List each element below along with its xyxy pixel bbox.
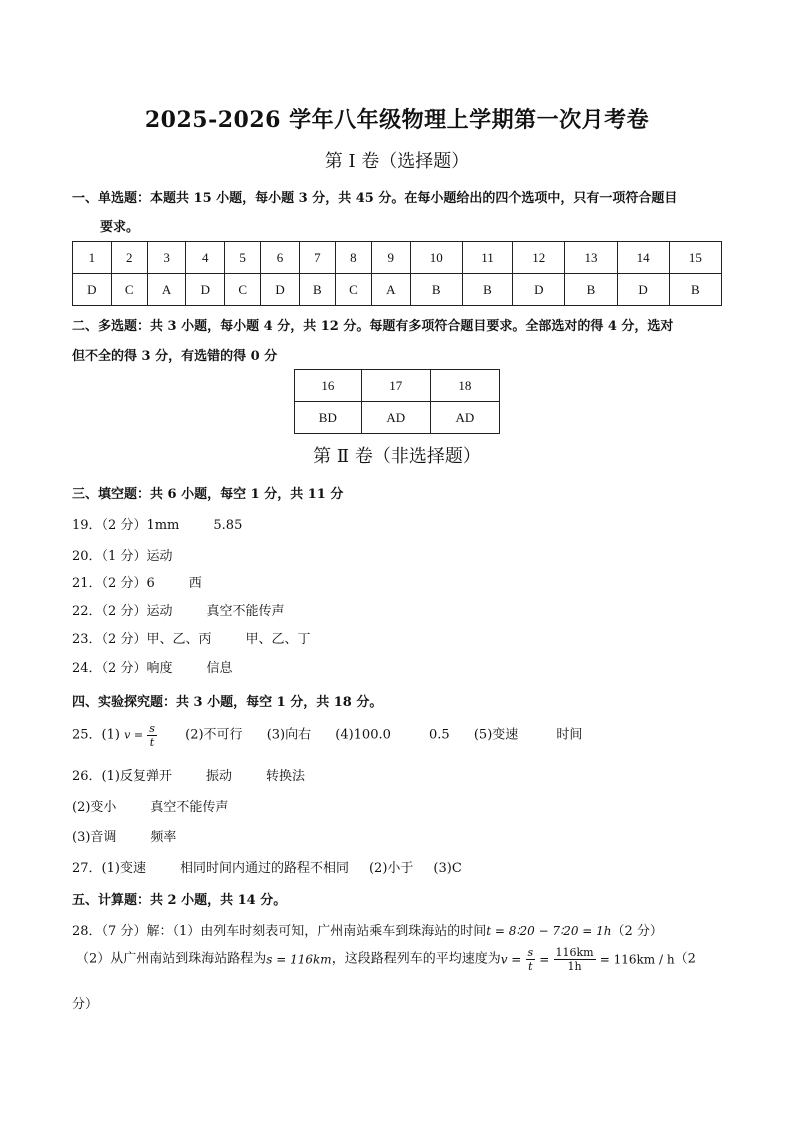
- table-cell: 1: [73, 242, 112, 274]
- table-cell: 12: [513, 242, 565, 274]
- page-title: 2025-2026 学年八年级物理上学期第一次月考卷: [144, 107, 650, 133]
- section1-heading-line1: 一、单选题：本题共 15 小题，每小题 3 分，共 45 分。在每小题给出的四个选项中，只有一项符合题目: [72, 191, 678, 206]
- section3-heading: 三、填空题：共 6 小题，每空 1 分，共 11 分: [72, 487, 344, 502]
- answer-23: 23．（2 分）甲、乙、丙 甲、乙、丁: [72, 632, 311, 647]
- single-choice-answer-table: [72, 241, 722, 306]
- table-cell: 14: [617, 242, 669, 274]
- answer-26-2: (2)变小 真空不能传声: [72, 800, 229, 815]
- table-cell: 11: [462, 242, 512, 274]
- table-cell: A: [371, 274, 410, 306]
- section2-heading-line1: 二、多选题：共 3 小题，每小题 4 分，共 12 分。每题有多项符合题目要求。全部选对的得 4 分，选对: [72, 319, 674, 334]
- section1-heading-line2: 要求。: [100, 220, 140, 235]
- table-cell: 8: [335, 242, 371, 274]
- table-cell: 13: [565, 242, 617, 274]
- speed-formula-fraction-1: $\frac{s}{t}$: [527, 946, 534, 973]
- table-cell: B: [462, 274, 512, 306]
- table-cell: B: [299, 274, 335, 306]
- table-cell: AD: [430, 402, 499, 434]
- table-cell: B: [565, 274, 617, 306]
- section5-heading: 五、计算题：共 2 小题，共 14 分。: [72, 893, 287, 908]
- part2-title: 第 Ⅱ 卷（非选择题）: [313, 446, 481, 467]
- table-cell: C: [335, 274, 371, 306]
- table-cell: 15: [669, 242, 721, 274]
- table-cell: C: [225, 274, 261, 306]
- table-row-numbers: [73, 242, 722, 274]
- table-cell: D: [261, 274, 300, 306]
- answer-27: 27．(1)变速 相同时间内通过的路程不相同 (2)小于 (3)C: [72, 861, 462, 876]
- table-cell: 4: [186, 242, 225, 274]
- table-cell: B: [410, 274, 462, 306]
- multi-choice-answer-table: [294, 369, 500, 434]
- table-cell: 6: [261, 242, 300, 274]
- answer-22: 22．（2 分）运动 真空不能传声: [72, 604, 285, 619]
- answer-20: 20．（1 分）运动: [72, 549, 173, 564]
- section2-heading-line2: 但不全的得 3 分，有选错的得 0 分: [72, 349, 278, 364]
- speed-formula: $\frac{s}{t}$: [149, 722, 155, 749]
- answer-25: 25．(1) v = $\frac{s}{t}$ (2)不可行 (3)向右 (4)100.0 0.5 (5)变速 时间: [72, 722, 583, 749]
- section4-heading: 四、实验探究题：共 3 小题，每空 1 分，共 18 分。: [72, 695, 383, 710]
- speed-formula-fraction-2: $\frac{116km}{1h}$: [555, 946, 594, 973]
- table-cell: 18: [430, 370, 499, 402]
- answer-19: 19．（2 分）1mm 5.85: [72, 518, 243, 533]
- table-cell: D: [513, 274, 565, 306]
- table-cell: AD: [361, 402, 430, 434]
- table-cell: 17: [361, 370, 430, 402]
- table-cell: 2: [111, 242, 147, 274]
- answer-28-1: 28．（7 分）解：（1）由列车时刻表可知，广州南站乘车到珠海站的时间t = 8∶20 − 7∶20 = 1h（2 分）: [72, 924, 663, 939]
- table-cell: D: [617, 274, 669, 306]
- answer-24: 24．（2 分）响度 信息: [72, 661, 233, 676]
- table-cell: 5: [225, 242, 261, 274]
- table-row-answers: [295, 402, 500, 434]
- answer-26-3: (3)音调 频率: [72, 830, 177, 845]
- answer-28-2: （2）从广州南站到珠海站路程为s = 116km，这段路程列车的平均速度为v = $\frac{s}{t}$ = $\frac{116km}{1h}$ = 116km / h（2: [76, 946, 696, 973]
- table-cell: 3: [147, 242, 186, 274]
- table-cell: 10: [410, 242, 462, 274]
- table-cell: D: [73, 274, 112, 306]
- table-cell: A: [147, 274, 186, 306]
- answer-26-1: 26．(1)反复弹开 振动 转换法: [72, 769, 305, 784]
- answer-21: 21．（2 分）6 西: [72, 576, 202, 591]
- table-cell: B: [669, 274, 721, 306]
- part1-title: 第 Ⅰ 卷（选择题）: [324, 151, 470, 172]
- table-cell: BD: [295, 402, 362, 434]
- table-cell: 16: [295, 370, 362, 402]
- table-row-numbers: [295, 370, 500, 402]
- table-cell: 7: [299, 242, 335, 274]
- table-row-answers: [73, 274, 722, 306]
- answer-28-2-tail: 分）: [72, 997, 99, 1012]
- table-cell: 9: [371, 242, 410, 274]
- table-cell: D: [186, 274, 225, 306]
- table-cell: C: [111, 274, 147, 306]
